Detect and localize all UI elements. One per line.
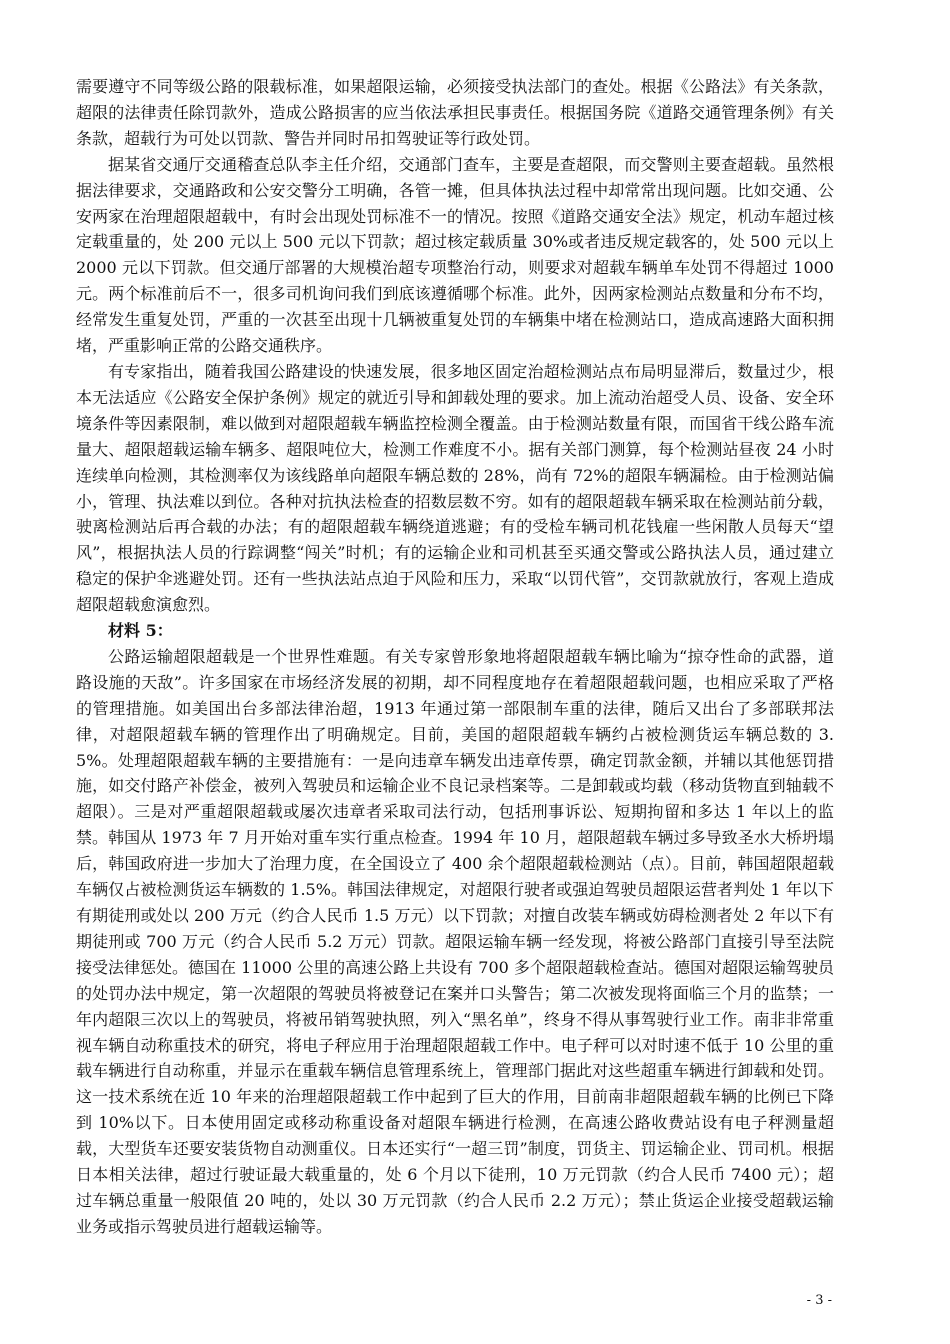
paragraph-continuation: 需要遵守不同等级公路的限载标准，如果超限运输，必须接受执法部门的查处。根据《公路法》有关条款，超限的法律责任除罚款外，造成公路损害的应当依法承担民事责任。根据国务院《道路交通管理条例》有关条款，超载行为可处以罚款、警告并同时吊扣驾驶证等行政处罚。 (76, 77, 834, 148)
paragraph-international-practice: 公路运输超限超载是一个世界性难题。有关专家曾形象地将超限超载车辆比喻为“掠夺性命的武器，道路设施的天敌”。许多国家在市场经济发展的初期，却不同程度地存在着超限超载问题，也相应采取了严格的管理措施。如美国出台多部法律治超，1913 年通过第一部限制车重的法律，随后又出台了多部联邦法律，对超限超载车辆的管理作出了明确规定。目前，美国的超限超载车辆约占被检测货运车辆总数的 3.5%。处理超限超载车辆的主要措施有：一是向违章车辆发出违章传票，确定罚款金额，并辅以其他惩罚措施，如交付路产补偿金，被列入驾驶员和运输企业不良记录档案等。二是卸载或均载（移动货物直到轴载不超限）。三是对严重超限超载或屡次违章者采取司法行动，包括刑事诉讼、短期拘留和多达 1 年以上的监禁。韩国从 1973 年 7 月开始对重车实行重点检查。1994 年 10 月，超限超载车辆过多导致圣水大桥坍塌后，韩国政府进一步加大了治理力度，在全国设立了 400 余个超限超载检测站（点）。目前，韩国超限超载车辆仅占被检测货运车辆数的 1.5%。韩国法律规定，对超限行驶者或强迫驾驶员超限运营者判处 1 年以下有期徒刑或处以 200 万元（约合人民币 1.5 万元）以下罚款；对擅自改装车辆或妨碍检测者处 2 年以下有期徒刑或 700 万元（约合人民币 5.2 万元）罚款。超限运输车辆一经发现，将被公路部门直接引导至法院接受法律惩处。德国在 11000 公里的高速公路上共设有 700 多个超限超载检查站。德国对超限运输驾驶员的处罚办法中规定，第一次超限的驾驶员将被登记在案并口头警告；第二次被发现将面临三个月的监禁；一年内超限三次以上的驾驶员，将被吊销驾驶执照，列入“黑名单”，终身不得从事驾驶行业工作。南非非常重视车辆自动称重技术的研究，将电子秤应用于治理超限超载工作中。电子秤可以对时速不低于 10 公里的重载车辆进行自动称重，并显示在重载车辆信息管理系统上，管理部门据此对这些超重车辆进行卸载和处罚。这一技术系统在近 10 年来的治理超限超载工作中起到了巨大的作用，目前南非超限超载车辆的比例已下降到 10%以下。日本使用固定或移动称重设备对超限车辆进行检测，在高速公路收费站设有电子秤测量超载，大型货车还要安装货物自动测重仪。日本还实行“一超三罚”制度，罚货主、罚运输企业、罚司机。根据日本相关法律，超过行驶证最大载重量的，处 6 个月以下徒刑，10 万元罚款（约合人民币 7400 元）；超过车辆总重量一般限值 20 吨的，处以 30 万元罚款（约合人民币 2.2 万元）；禁止货运企业接受超载运输业务或指示驾驶员进行超载运输等。 (76, 646, 834, 1236)
page-number: - 3 - (806, 1293, 832, 1308)
paragraph-enforcement-division: 据某省交通厅交通稽查总队李主任介绍，交通部门查车，主要是查超限，而交警则主要查超载。虽然根据法律要求，交通路政和公安交警分工明确，各管一摊，但具体执法过程中却常常出现问题。比如交通、公安两家在治理超限超载中，有时会出现处罚标准不一的情况。按照《道路交通安全法》规定，机动车超过核定载重量的，处 200 元以上 500 元以下罚款；超过核定载质量 30%或者违反规定载客的，处 500 元以上 2000 元以下罚款。但交通厅部署的大规模治超专项整治行动，则要求对超载车辆单车处罚不得超过 1000 元。两个标准前后不一，很多司机询问我们到底该遵循哪个标准。此外，因两家检测站点数量和分布不均，经常发生重复处罚，严重的一次甚至出现十几辆被重复处罚的车辆集中堵在检测站口，造成高速路大面积拥堵，严重影响正常的公路交通秩序。 (76, 154, 834, 356)
section-heading-material-5: 材料 5： (108, 621, 173, 641)
document-body (76, 74, 834, 1240)
paragraph-expert-opinion: 有专家指出，随着我国公路建设的快速发展，很多地区固定治超检测站点布局明显滞后，数量过少，根本无法适应《公路安全保护条例》规定的就近引导和卸载处理的要求。加上流动治超受人员、设备、安全环境条件等因素限制，难以做到对超限超载车辆监控检测全覆盖。由于检测站数量有限，而国省干线公路车流量大、超限超载运输车辆多、超限吨位大，检测工作难度不小。据有关部门测算，每个检测站昼夜 24 小时连续单向检测，其检测率仅为该线路单向超限车辆总数的 28%，尚有 72%的超限车辆漏检。由于检测站偏小，管理、执法难以到位。各种对抗执法检查的招数层数不穷。如有的超限超载车辆采取在检测站前分载，驶离检测站后再合载的办法；有的超限超载车辆绕道逃避；有的受检车辆司机花钱雇一些闲散人员每天“望风”，根据执法人员的行踪调整“闯关”时机；有的运输企业和司机甚至买通交警或公路执法人员，通过建立稳定的保护伞逃避处罚。还有一些执法站点迫于风险和压力，采取“以罚代管”，交罚款就放行，客观上造成超限超载愈演愈烈。 (76, 361, 834, 615)
